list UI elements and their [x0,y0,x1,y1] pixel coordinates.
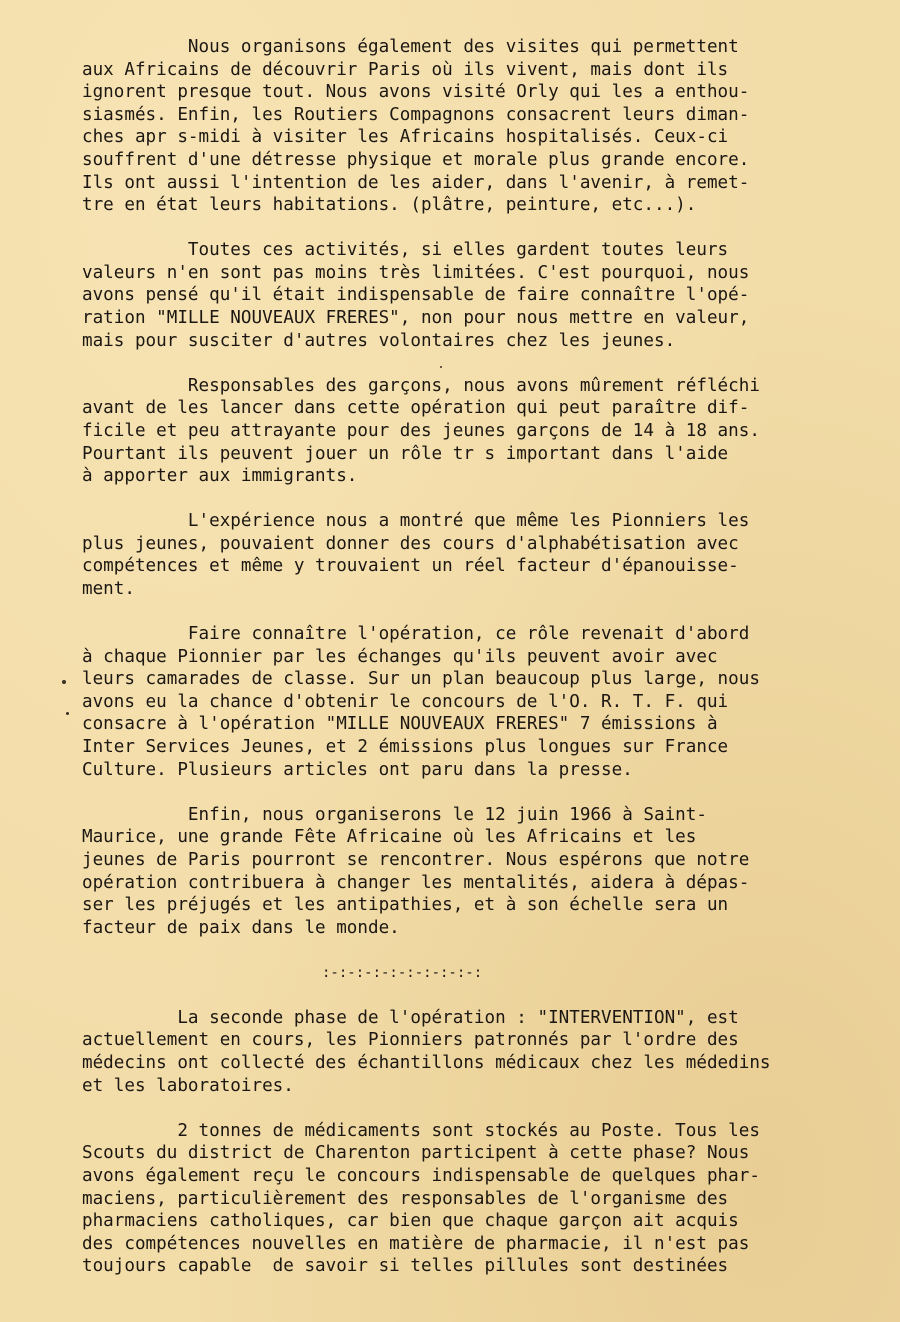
paragraph-activities [82,239,882,352]
ink-speck [66,712,69,715]
text-line: valeurs n'en sont pas moins très limitées. C'est pourquoi, nous [82,262,750,283]
text-line: L'expérience nous a montré que même les Pionniers les [82,511,750,532]
text-line: toujours capable de savoir si telles pillules sont destinées [82,1256,729,1277]
document-body [82,36,882,1300]
section-separator: :-:-:-:-:-:-:-:-:-: [322,964,483,981]
text-line: leurs camarades de classe. Sur un plan beaucoup plus large, nous [82,669,760,690]
text-line: Ils ont aussi l'intention de les aider, dans l'avenir, à remet- [82,172,750,193]
text-line: actuellement en cours, les Pionniers patronnés par l'ordre des [82,1030,739,1051]
text-line: Responsables des garçons, nous avons mûrement réfléchi [82,375,760,396]
text-line: compétences et même y trouvaient un réel facteur d'épanouisse- [82,556,739,577]
text-line: médecins ont collecté des échantillons médicaux chez les médedins [82,1053,771,1074]
text-line: Enfin, nous organiserons le 12 juin 1966 à Saint- [82,804,707,825]
text-line: tre en état leurs habitations. (plâtre, peinture, etc...). [82,195,697,216]
paragraph-responsables [82,375,882,488]
text-line: des compétences nouvelles en matière de pharmacie, il n'est pas [82,1233,750,1254]
paragraph-visits [82,36,882,217]
text-line: consacre à l'opération "MILLE NOUVEAUX FRERES" 7 émissions à [82,714,718,735]
text-line: avons également reçu le concours indispensable de quelques phar- [82,1165,760,1186]
text-line: opération contribuera à changer les mentalités, aidera à dépas- [82,872,750,893]
text-line: souffrent d'une détresse physique et morale plus grande encore. [82,149,750,170]
paragraph-intervention [82,1007,882,1097]
paragraph-experience [82,510,882,600]
ink-speck [440,366,442,368]
text-line: siasmés. Enfin, les Routiers Compagnons consacrent leurs diman- [82,104,750,125]
paragraph-medicaments [82,1120,882,1278]
text-line: plus jeunes, pouvaient donner des cours d'alphabétisation avec [82,533,739,554]
text-line: à apporter aux immigrants. [82,466,358,487]
paragraph-faire-connaitre [82,623,882,781]
text-line: Toutes ces activités, si elles gardent toutes leurs [82,240,729,261]
text-line: avons pensé qu'il était indispensable de faire connaître l'opé- [82,285,750,306]
paragraph-fete-africaine [82,804,882,940]
text-line: jeunes de Paris pourront se rencontrer. Nous espérons que notre [82,849,750,870]
text-line: et les laboratoires. [82,1075,294,1096]
text-line: facteur de paix dans le monde. [82,917,400,938]
text-line: 2 tonnes de médicaments sont stockés au Poste. Tous les [82,1120,760,1141]
text-line: Culture. Plusieurs articles ont paru dans la presse. [82,759,633,780]
text-line: Scouts du district de Charenton participent à cette phase? Nous [82,1143,750,1164]
text-line: ignorent presque tout. Nous avons visité Orly qui les a enthou- [82,82,750,103]
text-line: Pourtant ils peuvent jouer un rôle tr s important dans l'aide [82,443,729,464]
text-line: avons eu la chance d'obtenir le concours de l'O. R. T. F. qui [82,691,729,712]
text-line: aux Africains de découvrir Paris où ils vivent, mais dont ils [82,59,729,80]
text-line: avant de les lancer dans cette opération qui peut paraître dif- [82,398,750,419]
text-line: à chaque Pionnier par les échanges qu'ils peuvent avoir avec [82,646,718,667]
text-line: La seconde phase de l'opération : "INTERVENTION", est [82,1007,739,1028]
text-line: Faire connaître l'opération, ce rôle revenait d'abord [82,624,750,645]
text-line: Nous organisons également des visites qui permettent [82,37,739,57]
text-line: pharmaciens catholiques, car bien que chaque garçon ait acquis [82,1211,739,1232]
text-line: ration "MILLE NOUVEAUX FRERES", non pour nous mettre en valeur, [82,308,750,329]
text-line: ser les préjugés et les antipathies, et à son échelle sera un [82,895,729,916]
text-line: mais pour susciter d'autres volontaires chez les jeunes. [82,330,676,351]
ink-speck [62,680,66,684]
text-line: Maurice, une grande Fête Africaine où les Africains et les [82,827,697,848]
text-line: maciens, particulièrement des responsables de l'organisme des [82,1188,729,1209]
text-line: ment. [82,578,135,599]
text-line: ficile et peu attrayante pour des jeunes garçons de 14 à 18 ans. [82,420,760,441]
text-line: Inter Services Jeunes, et 2 émissions plus longues sur France [82,737,729,758]
text-line: ches apr s-midi à visiter les Africains hospitalisés. Ceux-ci [82,127,729,148]
